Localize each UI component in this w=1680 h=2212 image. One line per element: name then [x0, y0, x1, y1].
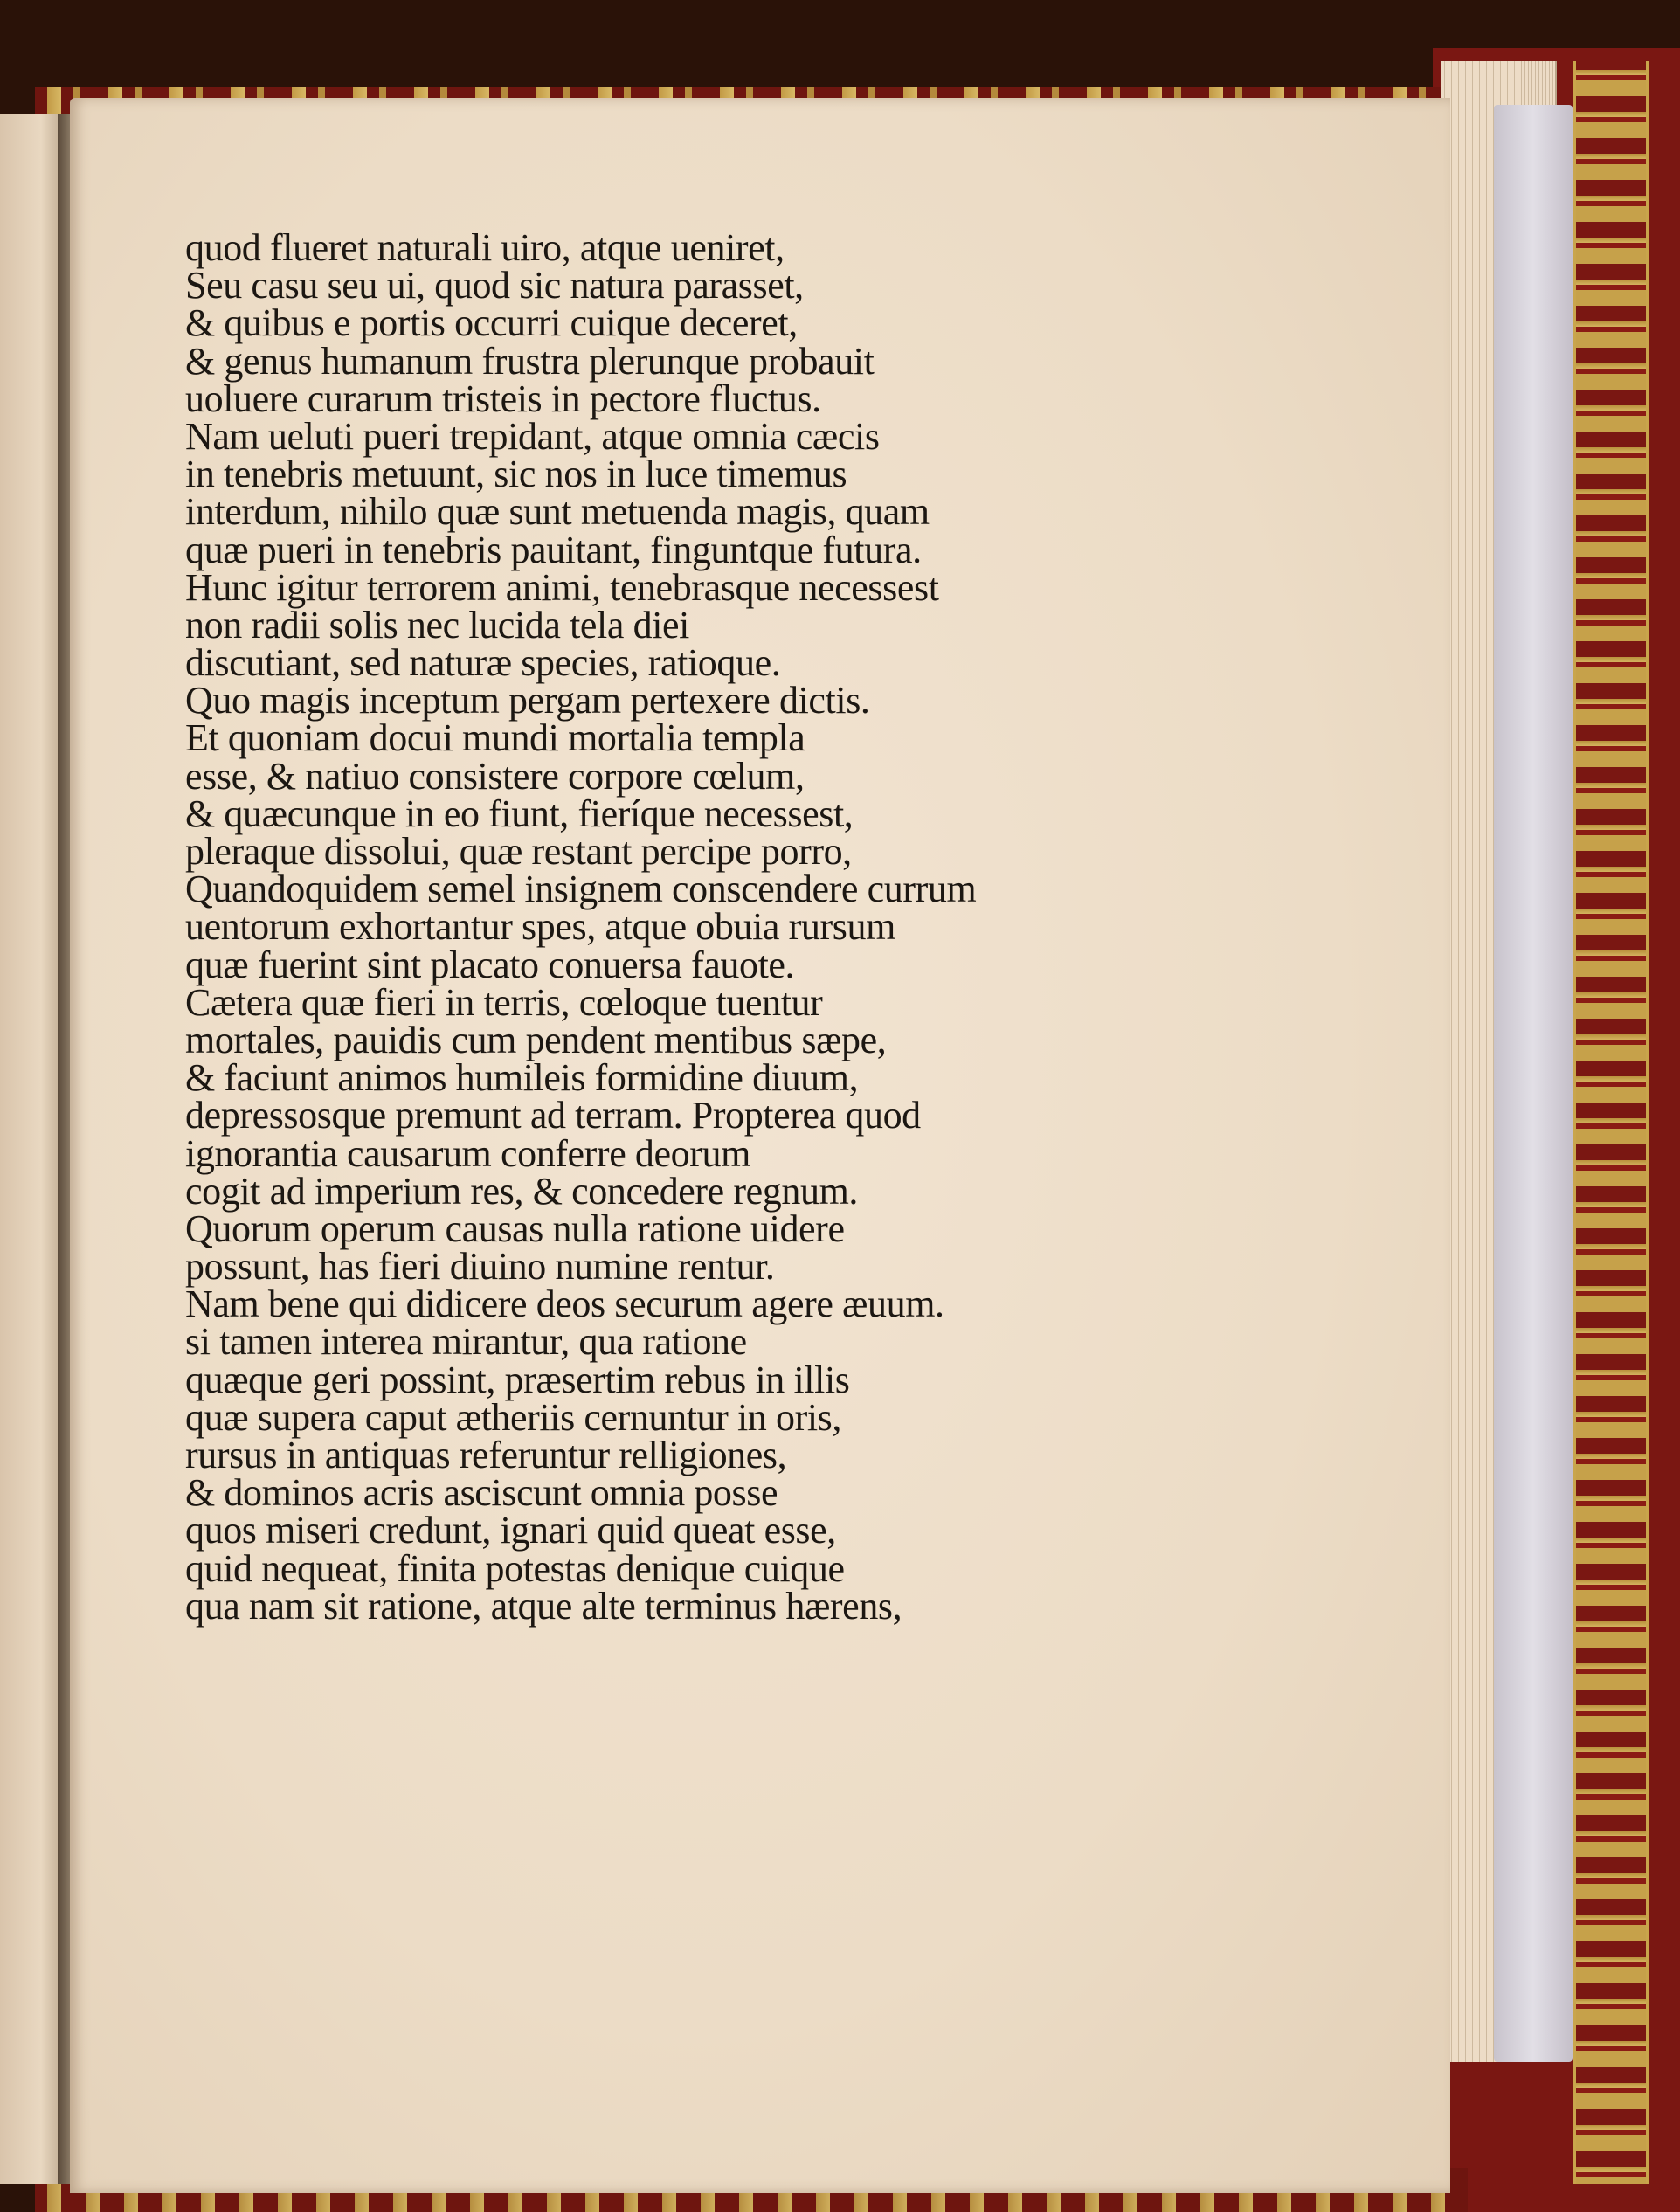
text-line: Quo magis inceptum pergam pertexere dictis.	[185, 679, 870, 722]
text-line: mortales, pauidis cum pendent mentibus sæpe,	[185, 1018, 887, 1061]
text-line: Quandoquidem semel insignem conscendere currum	[185, 868, 977, 911]
text-line: ignorantia causarum conferre deorum	[185, 1131, 750, 1175]
text-line: possunt, has fieri diuino numine rentur.	[185, 1245, 775, 1289]
text-line: quæ fuerint sint placato conuersa fauote.	[185, 943, 795, 986]
text-line: pleraque dissolui, quæ restant percipe porro,	[185, 830, 852, 873]
text-line: qua nam sit ratione, atque alte terminus hærens,	[185, 1584, 902, 1628]
text-line: depressosque premunt ad terram. Propterea quod	[185, 1094, 921, 1137]
text-line: non radii solis nec lucida tela diei	[185, 603, 689, 646]
text-line: quæ pueri in tenebris pauitant, finguntque futura.	[185, 528, 922, 571]
text-line: & genus humanum frustra plerunque probauit	[185, 339, 875, 383]
text-line: Et quoniam docui mundi mortalia templa	[185, 716, 805, 760]
text-line: Quorum operum causas nulla ratione uidere	[185, 1206, 845, 1250]
text-line: & quæcunque in eo fiunt, fieríque necessest,	[185, 791, 854, 835]
text-line: Seu casu seu ui, quod sic natura parasset,	[185, 264, 804, 308]
text-line: si tamen interea mirantur, qua ratione	[185, 1320, 747, 1364]
text-line: & quibus e portis occurri cuique deceret,	[185, 301, 798, 345]
text-line: Hunc igitur terrorem animi, tenebrasque necessest	[185, 565, 939, 609]
poem-text-block	[185, 226, 1199, 1628]
text-line: in tenebris metuunt, sic nos in luce timemus	[185, 453, 847, 496]
text-line: uentorum exhortantur spes, atque obuia rursum	[185, 905, 895, 949]
text-line: esse, & natiuo consistere corpore cœlum,	[185, 754, 805, 798]
text-line: interdum, nihilo quæ sunt metuenda magis, quam	[185, 490, 930, 534]
text-line: quod flueret naturali uiro, atque ueniret,	[185, 226, 785, 269]
flyleaf	[1494, 105, 1573, 2062]
text-line: quæ supera caput ætheriis cernuntur in oris,	[185, 1395, 842, 1439]
text-line: Cætera quæ fieri in terris, cœloque tuentur	[185, 980, 823, 1024]
text-line: uoluere curarum tristeis in pectore fluctus.	[185, 377, 821, 420]
text-line: & faciunt animos humileis formidine diuum,	[185, 1056, 859, 1100]
gilt-border-right	[1573, 61, 1649, 2184]
text-line: & dominos acris asciscunt omnia posse	[185, 1471, 778, 1515]
text-line: rursus in antiquas referuntur relligiones,	[185, 1434, 787, 1476]
text-line: quos miseri credunt, ignari quid queat esse,	[185, 1509, 836, 1552]
text-line: Nam bene qui didicere deos securum agere æuum.	[185, 1282, 944, 1326]
text-line: discutiant, sed naturæ species, ratioque.	[185, 641, 781, 685]
text-line: quid nequeat, finita potestas denique cuique	[185, 1546, 845, 1590]
text-line: Nam ueluti pueri trepidant, atque omnia cæcis	[185, 414, 880, 458]
text-line: quæque geri possint, præsertim rebus in illis	[185, 1358, 850, 1401]
text-line: cogit ad imperium res, & concedere regnum.	[185, 1169, 859, 1213]
